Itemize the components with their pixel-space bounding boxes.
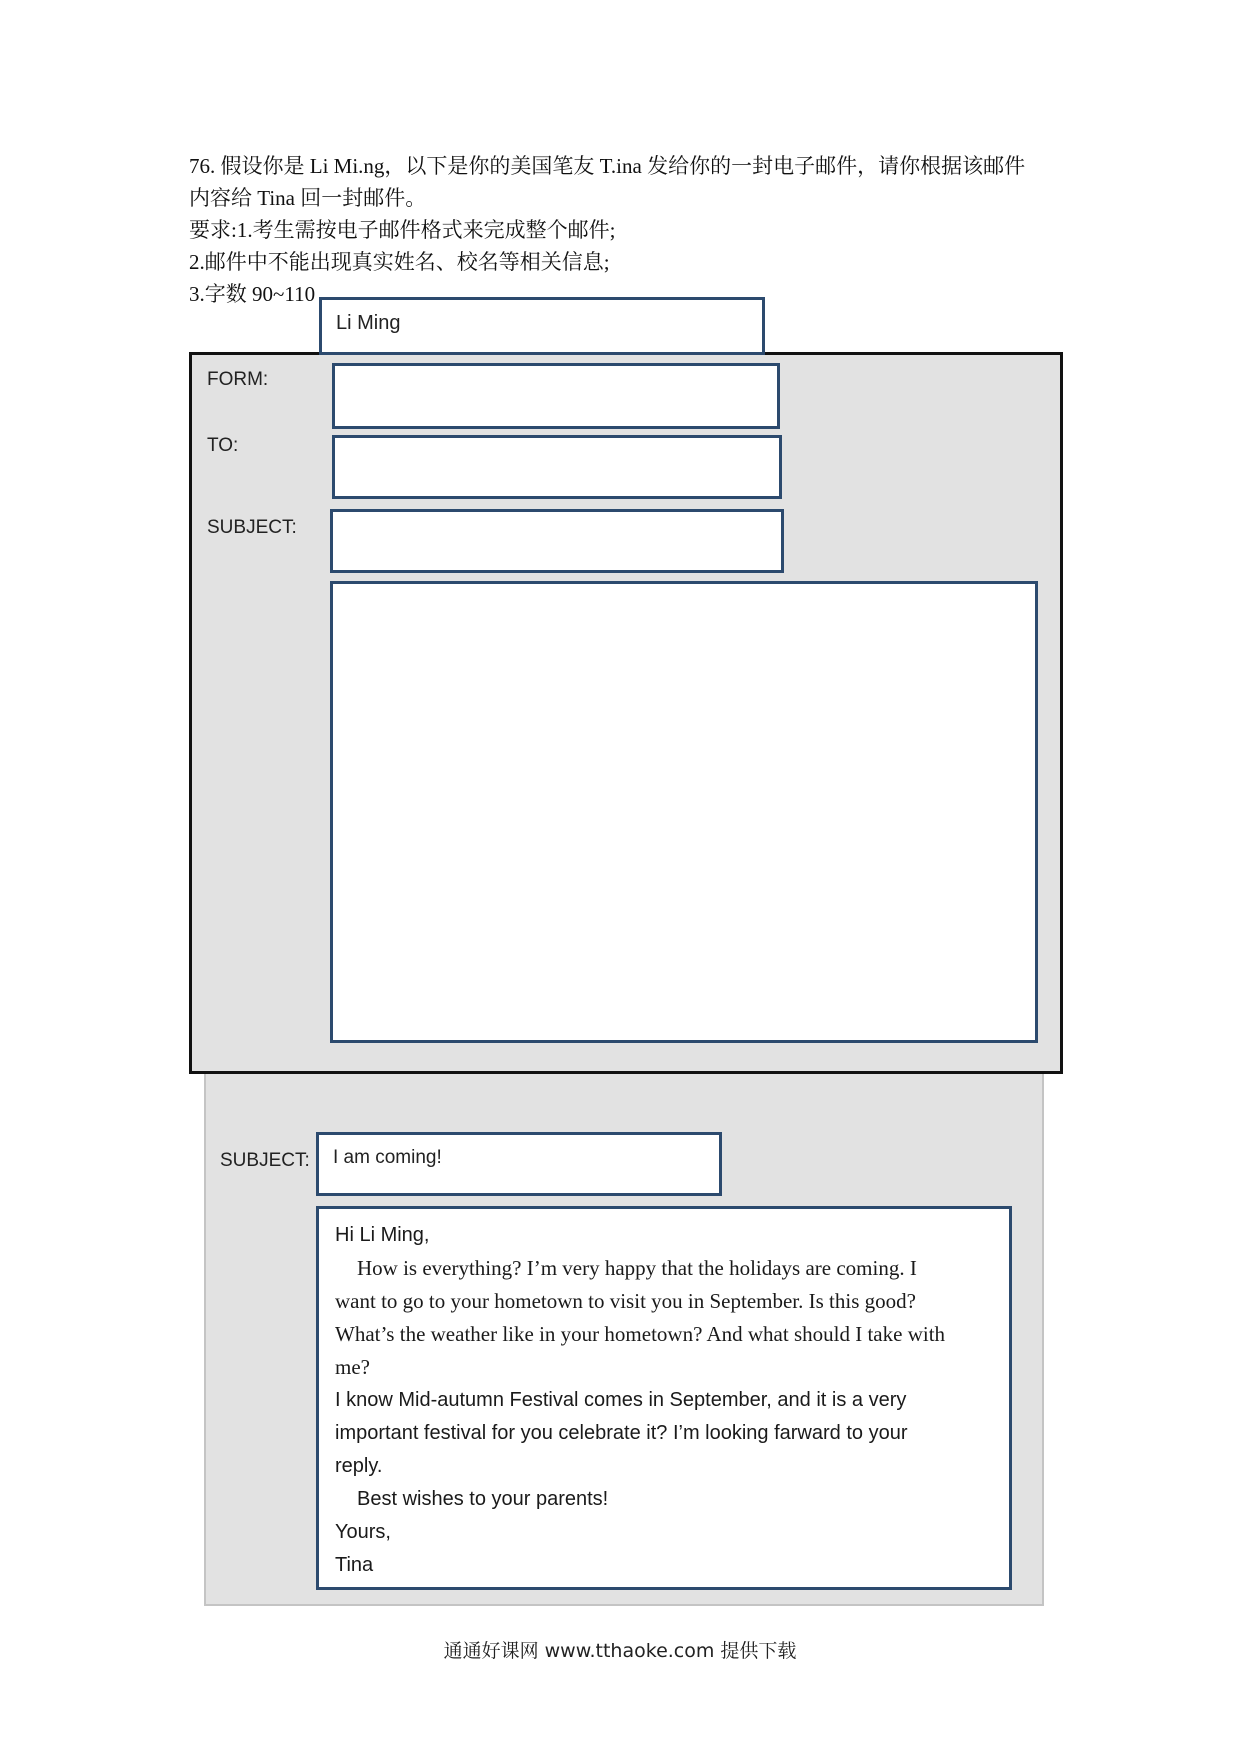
email-body-line: me? <box>335 1355 370 1379</box>
subject-label: SUBJECT: <box>207 517 297 538</box>
email-body-line: How is everything? I’m very happy that the holidays are coming. I <box>357 1256 917 1280</box>
sender-name-box <box>319 297 765 355</box>
question-line-2: 内容给 Tina 回一封邮件。 <box>189 186 427 210</box>
email-body-line: want to go to your hometown to visit you in September. Is this good? <box>335 1289 916 1313</box>
question-requirement-3: 3.字数 90~110 <box>189 282 316 306</box>
question-requirement-2: 2.邮件中不能出现真实姓名、校名等相关信息; <box>189 250 610 274</box>
email-closing-wish: Best wishes to your parents! <box>357 1488 609 1510</box>
received-subject-field <box>316 1132 722 1196</box>
from-label: FORM: <box>207 369 269 390</box>
from-input[interactable] <box>332 363 780 429</box>
question-requirement-1: 要求:1.考生需按电子邮件格式来完成整个邮件; <box>189 218 616 242</box>
to-input[interactable] <box>332 435 782 499</box>
received-subject-label: SUBJECT: <box>220 1150 310 1171</box>
email-body-line: reply. <box>335 1455 383 1477</box>
email-signature: Tina <box>335 1554 374 1576</box>
email-body-line: important festival for you celebrate it? I’m looking farward to your <box>335 1422 908 1444</box>
received-email-body <box>316 1206 1012 1590</box>
email-body-line: What’s the weather like in your hometown? And what should I take with <box>335 1322 946 1346</box>
sender-name-value: Li Ming <box>336 312 401 334</box>
page-footer: 通通好课网 www.tthaoke.com 提供下载 <box>443 1640 797 1662</box>
email-body-line: I know Mid-autumn Festival comes in September, and it is a very <box>335 1389 907 1411</box>
email-greeting: Hi Li Ming, <box>335 1224 430 1246</box>
email-sign-off: Yours, <box>335 1521 391 1543</box>
answer-email-panel <box>189 352 1063 1074</box>
question-line-1: 76. 假设你是 Li Mi.ng，以下是你的美国笔友 T.ina 发给你的一封电子邮件，请你根据该邮件 <box>189 154 1026 178</box>
to-label: TO: <box>207 435 239 456</box>
subject-input[interactable] <box>330 509 784 573</box>
received-subject-value: I am coming! <box>333 1147 442 1168</box>
message-body-textarea[interactable] <box>330 581 1038 1043</box>
